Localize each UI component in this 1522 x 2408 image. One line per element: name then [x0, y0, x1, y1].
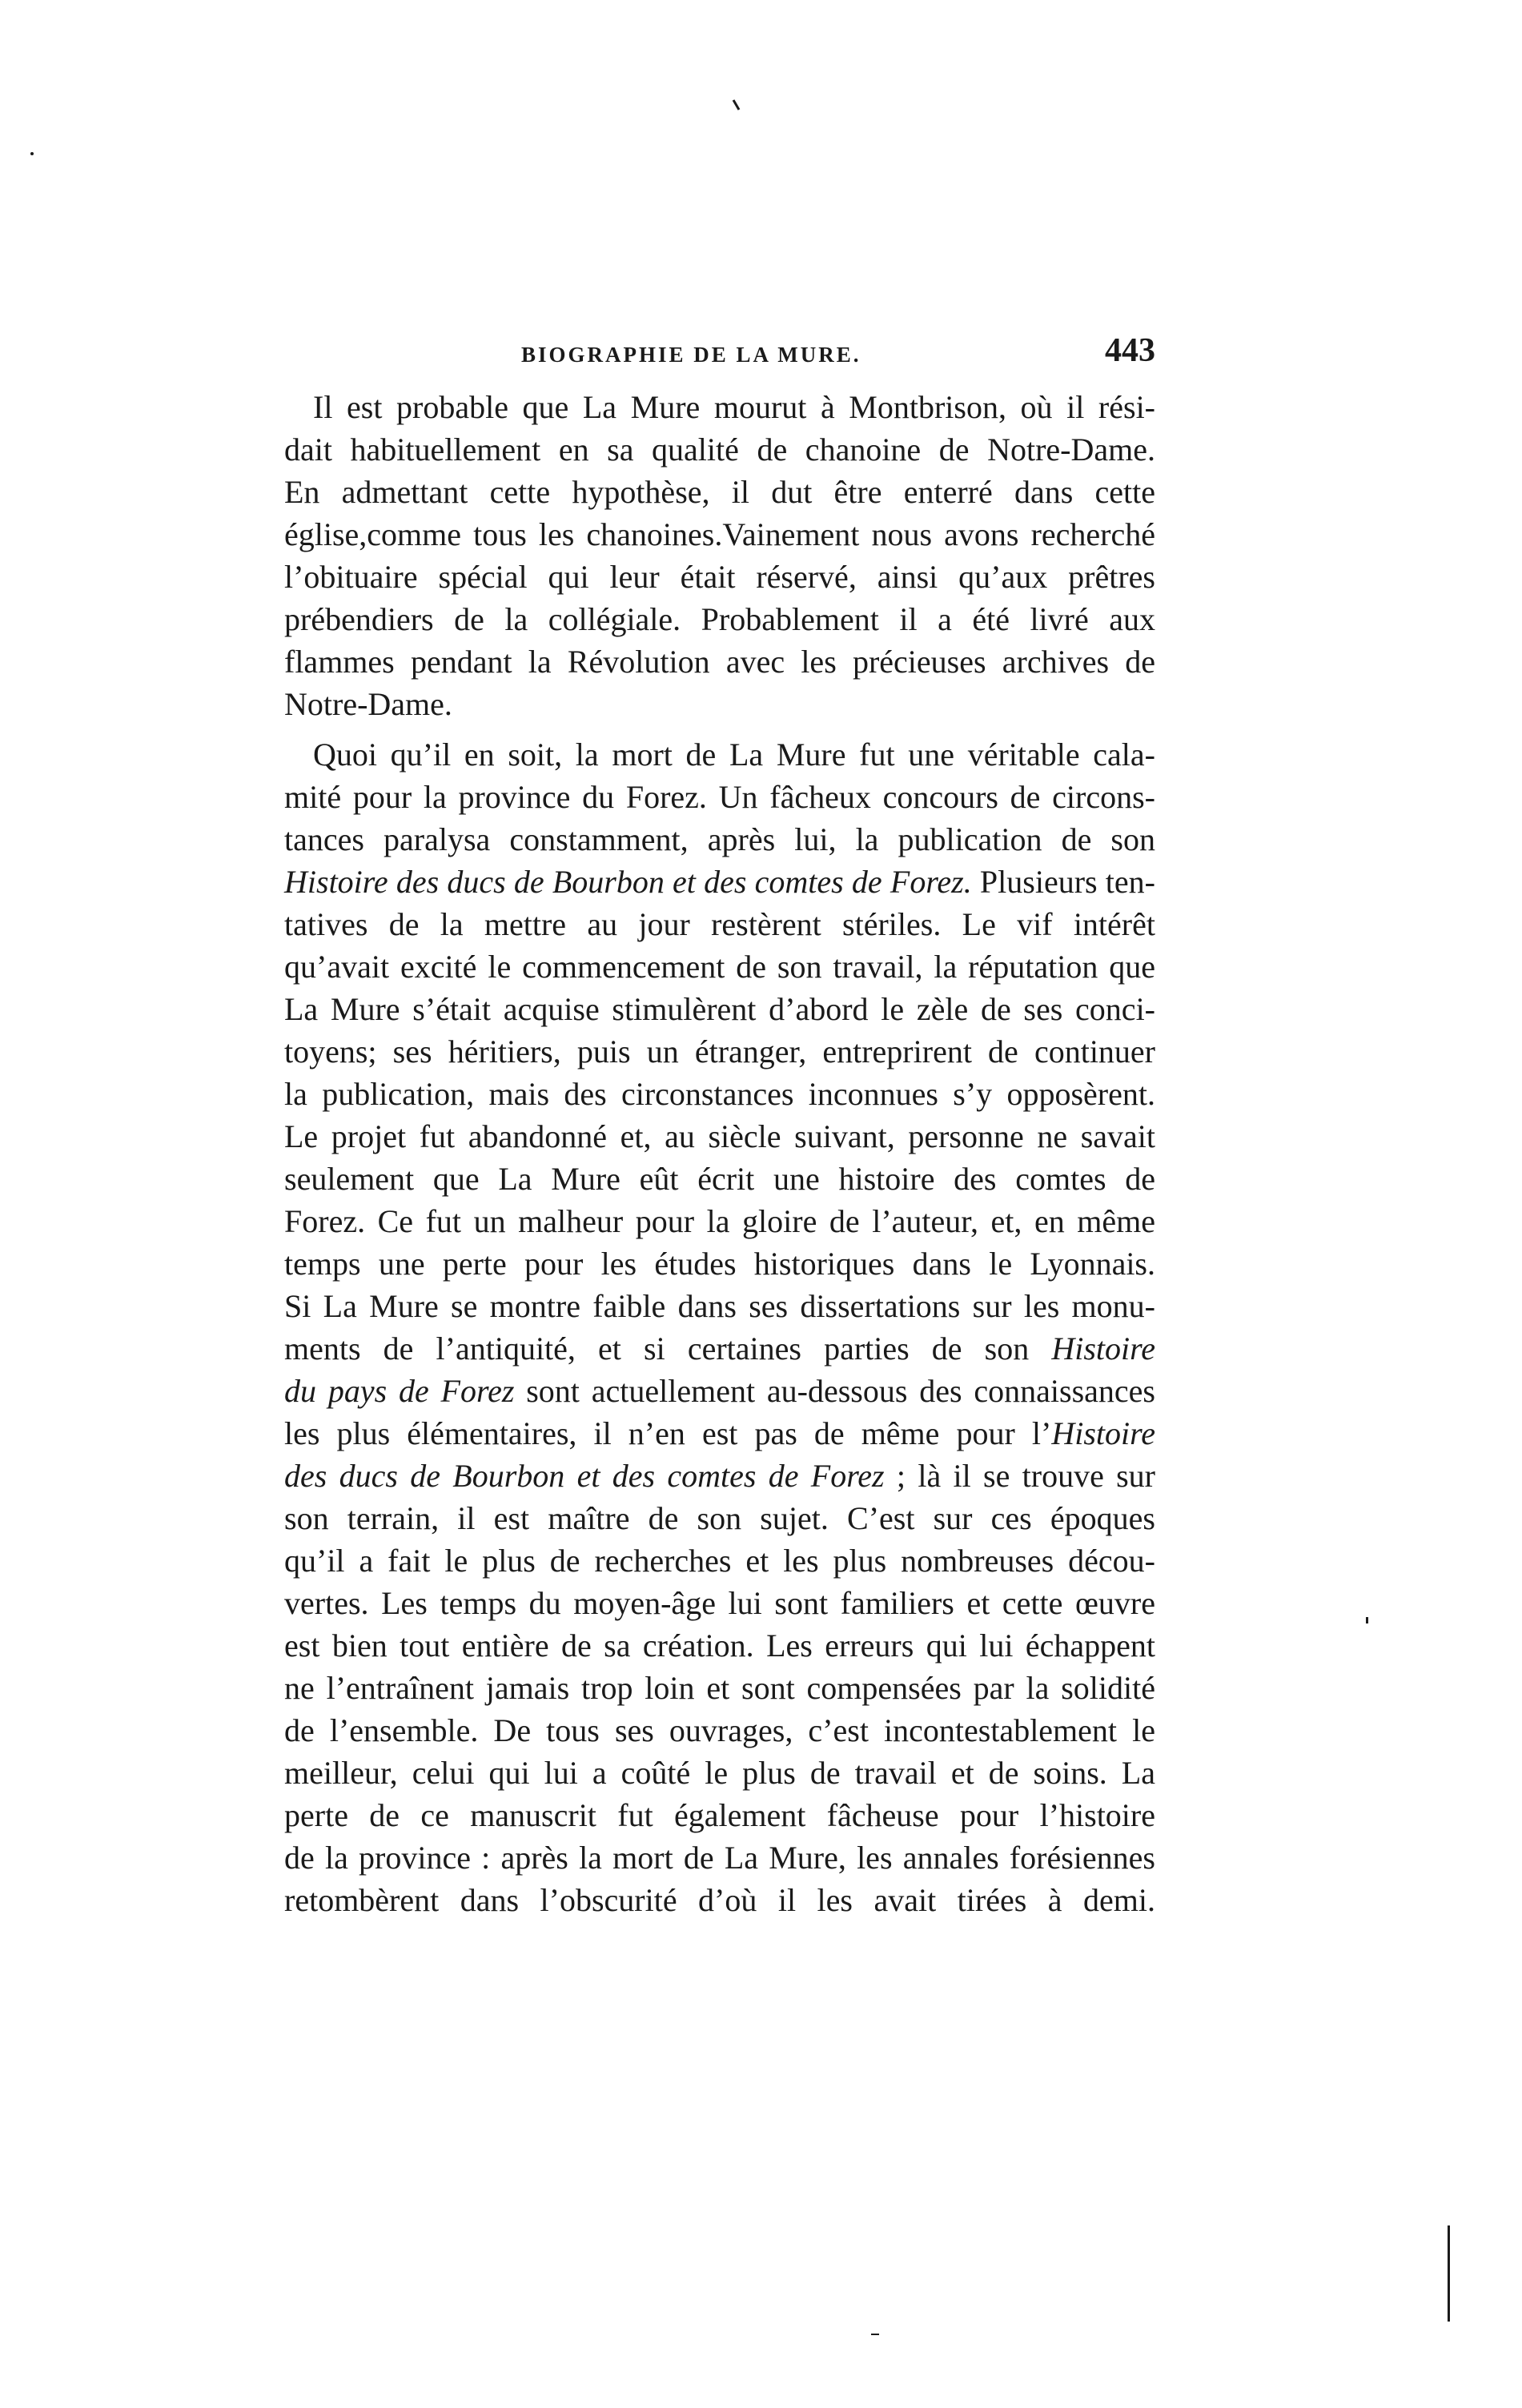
text-line: ne l’entraînent jamais trop loin et sont compensées par la solidité: [284, 1670, 1155, 1706]
text-line: de la province : après la mort de La Mure, les annales forésiennes: [284, 1840, 1155, 1876]
text-line: la publication, mais des circonstances inconnues s’y opposèrent.: [284, 1076, 1155, 1112]
text-line: vertes. Les temps du moyen-âge lui sont familiers et cette œuvre: [284, 1585, 1155, 1621]
italic-title-fragment: du pays de Forez: [284, 1373, 515, 1409]
italic-title-fragment: des ducs de Bourbon et des comtes de Forez: [284, 1458, 885, 1494]
text-line: qu’il a fait le plus de recherches et les plus nombreuses décou-: [284, 1543, 1155, 1579]
text-line: La Mure s’était acquise stimulèrent d’abord le zèle de ses conci-: [284, 991, 1155, 1027]
text-line: du pays de Forez sont actuellement au-dessous des connaissances: [284, 1373, 1155, 1409]
text-line: ments de l’antiquité, et si certaines parties de son Histoire: [284, 1330, 1155, 1367]
text-line: Le projet fut abandonné et, au siècle suivant, personne ne savait: [284, 1118, 1155, 1154]
scan-speck: [1366, 1617, 1368, 1623]
paragraph: [284, 733, 1155, 1921]
text-line: des ducs de Bourbon et des comtes de Forez ; là il se trouve sur: [284, 1458, 1156, 1494]
scan-speck: [30, 152, 34, 155]
text-line: Histoire des ducs de Bourbon et des comtes de Forez. Plusieurs ten-: [284, 864, 1155, 900]
text-line: qu’avait excité le commencement de son travail, la réputation que: [284, 949, 1155, 985]
text-line: église,comme tous les chanoines.Vainement nous avons recherché: [284, 516, 1155, 552]
text-line: seulement que La Mure eût écrit une histoire des comtes de: [284, 1161, 1155, 1197]
text-line: prébendiers de la collégiale. Probablement il a été livré aux: [284, 601, 1155, 637]
text-line: meilleur, celui qui lui a coûté le plus de travail et de soins. La: [284, 1755, 1155, 1791]
text-line: de l’ensemble. De tous ses ouvrages, c’est incontestablement le: [284, 1712, 1155, 1748]
text-line: dait habituellement en sa qualité de chanoine de Notre-Dame.: [284, 431, 1155, 468]
italic-title-fragment: Histoire: [1051, 1330, 1155, 1367]
page-header: [284, 328, 1155, 384]
text-line: mité pour la province du Forez. Un fâcheux concours de circons-: [284, 779, 1155, 815]
italic-title-fragment: Histoire: [1051, 1415, 1155, 1451]
text-line: retombèrent dans l’obscurité d’où il les avait tirées à demi.: [284, 1882, 1155, 1918]
paragraph: [284, 386, 1155, 725]
text-line: Forez. Ce fut un malheur pour la gloire de l’auteur, et, en même: [284, 1203, 1155, 1239]
text-line: tatives de la mettre au jour restèrent stériles. Le vif intérêt: [284, 906, 1155, 942]
text-line: perte de ce manuscrit fut également fâcheuse pour l’histoire: [284, 1797, 1155, 1833]
text-line: son terrain, il est maître de son sujet. C’est sur ces époques: [284, 1500, 1155, 1536]
text-line: Notre-Dame.: [284, 686, 452, 722]
running-title: BIOGRAPHIE DE LA MURE.: [521, 343, 861, 367]
text-line: l’obituaire spécial qui leur était réservé, ainsi qu’aux prêtres: [284, 559, 1155, 595]
text-line: toyens; ses héritiers, puis un étranger, entreprirent de continuer: [284, 1033, 1155, 1070]
text-line: temps une perte pour les études historiques dans le Lyonnais.: [284, 1246, 1155, 1282]
page-number: 443: [1105, 332, 1155, 369]
text-line: flammes pendant la Révolution avec les précieuses archives de: [284, 644, 1155, 680]
text-line: est bien tout entière de sa création. Les erreurs qui lui échappent: [284, 1627, 1155, 1664]
text-line: Il est probable que La Mure mourut à Montbrison, où il rési-: [313, 389, 1155, 425]
scan-speck: [871, 2334, 879, 2335]
text-line: tances paralysa constamment, après lui, la publication de son: [284, 821, 1155, 857]
text-line: Si La Mure se montre faible dans ses dissertations sur les monu-: [284, 1288, 1155, 1324]
italic-title-fragment: Histoire des ducs de Bourbon et des comtes de Forez.: [284, 864, 972, 900]
scan-edge-line: [1448, 2225, 1450, 2322]
text-line: les plus élémentaires, il n’en est pas de même pour l’Histoire: [284, 1415, 1155, 1451]
text-line: Quoi qu’il en soit, la mort de La Mure fut une véritable cala-: [313, 736, 1155, 773]
scan-speck: [733, 99, 741, 110]
body-text: [284, 386, 1155, 1921]
text-line: En admettant cette hypothèse, il dut être enterré dans cette: [284, 474, 1155, 510]
